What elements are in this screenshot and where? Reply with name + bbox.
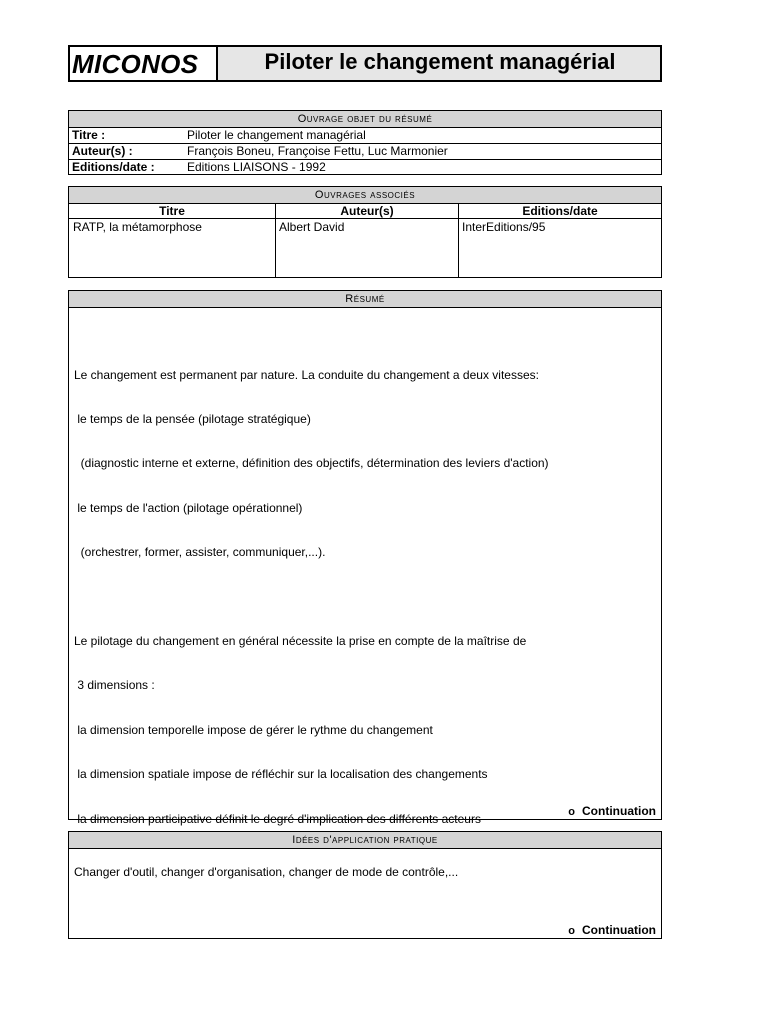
column-header-titre: Titre	[69, 204, 275, 219]
resume-section	[68, 290, 662, 826]
resume-line: la dimension temporelle impose de gérer le rythme du changement	[74, 722, 433, 737]
ouvrage-row-editions	[69, 160, 661, 175]
ouvrage-heading: Ouvrage objet du résumé	[69, 111, 661, 128]
brand-label: MICONOS	[70, 47, 218, 80]
resume-line: la dimension spatiale impose de réfléchir sur la localisation des changements	[74, 767, 488, 782]
assoc-editions-cell: InterEditions/95	[462, 220, 546, 234]
continuation-bullet-icon: o	[568, 806, 576, 818]
resume-continuation-link[interactable]	[568, 804, 656, 818]
idees-text: Changer d'outil, changer d'organisation, changer de mode de contrôle,...	[74, 865, 459, 879]
idees-heading: Idées d'application pratique	[69, 832, 661, 849]
continuation-label: Continuation	[582, 923, 656, 937]
editions-value: Editions LIAISONS - 1992	[187, 160, 326, 174]
resume-line	[74, 590, 549, 605]
titre-label: Titre :	[72, 128, 106, 142]
resume-line: la dimension participative définit le degré d'implication des différents acteurs	[74, 811, 481, 826]
ouvrage-row-auteurs	[69, 144, 661, 160]
resume-heading: Résumé	[69, 291, 661, 308]
resume-text	[74, 338, 549, 856]
ouvrages-associes-section	[68, 186, 662, 278]
continuation-label: Continuation	[582, 804, 656, 818]
column-header-auteurs: Auteur(s)	[276, 204, 458, 219]
resume-line: 3 dimensions :	[74, 678, 155, 693]
column-header-editions: Editions/date	[459, 204, 661, 219]
document-title: Piloter le changement managérial	[264, 49, 616, 74]
auteurs-label: Auteur(s) :	[72, 144, 133, 158]
resume-line: (diagnostic interne et externe, définition des objectifs, détermination des leviers d'action)	[74, 456, 549, 471]
resume-line: (orchestrer, former, assister, communiquer,...).	[74, 545, 326, 560]
associes-heading: Ouvrages associés	[69, 187, 661, 204]
auteurs-value: François Boneu, Françoise Fettu, Luc Marmonier	[187, 144, 448, 158]
resume-line: Le changement est permanent par nature. La conduite du changement a deux vitesses:	[74, 367, 539, 382]
titre-value: Piloter le changement managérial	[187, 128, 366, 142]
editions-label: Editions/date :	[72, 160, 155, 174]
resume-line: Le pilotage du changement en général nécessite la prise en compte de la maîtrise de	[74, 633, 527, 648]
idees-continuation-link[interactable]	[568, 923, 656, 937]
idees-section	[68, 831, 662, 939]
title-bar	[68, 45, 662, 82]
column-divider	[458, 204, 459, 277]
ouvrage-section	[68, 110, 662, 175]
column-divider	[275, 204, 276, 277]
resume-line: le temps de l'action (pilotage opérationnel)	[74, 500, 303, 515]
assoc-auteur-cell: Albert David	[279, 220, 345, 234]
continuation-bullet-icon: o	[568, 925, 576, 937]
assoc-titre-cell: RATP, la métamorphose	[73, 220, 202, 234]
ouvrage-row-titre	[69, 128, 661, 144]
resume-line: le temps de la pensée (pilotage stratégique)	[74, 411, 311, 426]
